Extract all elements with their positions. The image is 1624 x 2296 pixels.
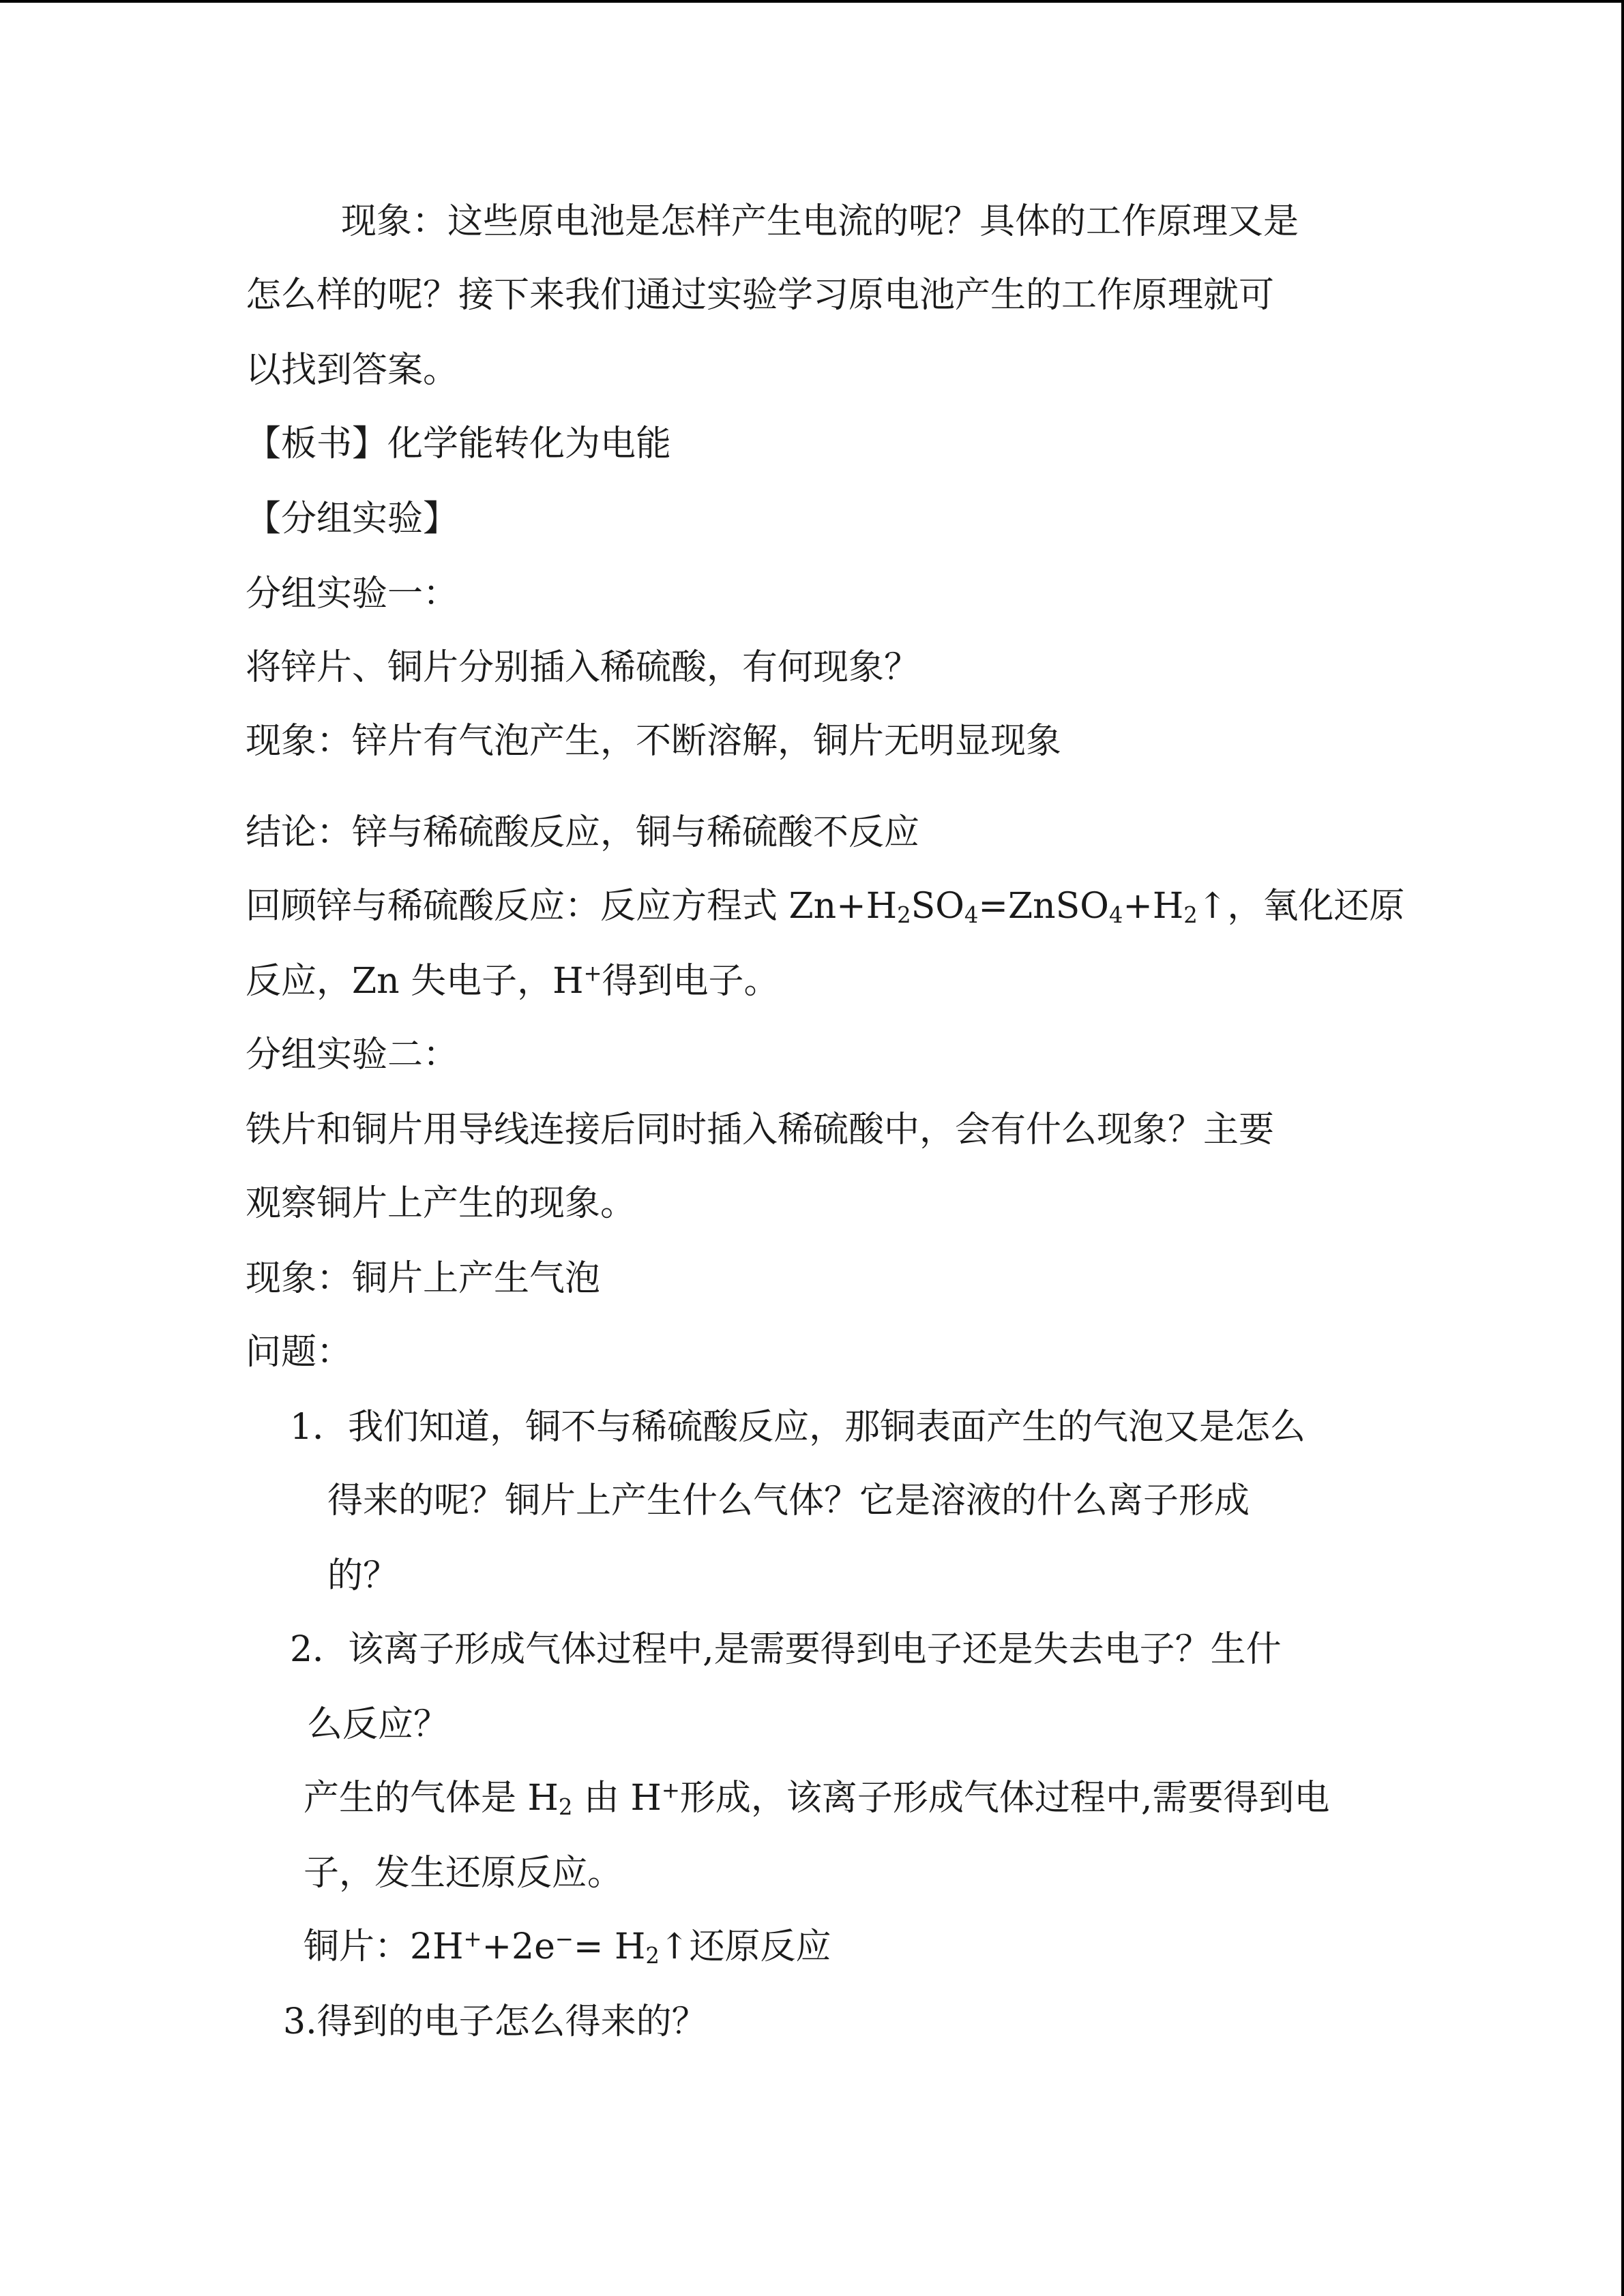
paragraph-line: 现象：这些原电池是怎样产生电流的呢？具体的工作原理又是 bbox=[341, 201, 1299, 242]
superscript: + bbox=[463, 1926, 482, 1952]
question-item-continued: 么反应？ bbox=[307, 1704, 449, 1745]
subscript: 4 bbox=[1108, 902, 1123, 929]
experiment-one-phenomenon: 现象：锌片有气泡产生，不断溶解，铜片无明显现象 bbox=[246, 721, 1062, 762]
question-item: 2．该离子形成气体过程中,是需要得到电子还是失去电子？生什 bbox=[290, 1629, 1282, 1670]
paragraph-line bbox=[246, 957, 780, 1005]
page-top-border bbox=[0, 0, 1624, 3]
subscript: 2 bbox=[645, 1943, 660, 1969]
blackboard-heading: 【板书】化学能转化为电能 bbox=[246, 423, 672, 464]
question-item-continued: 的？ bbox=[327, 1555, 399, 1596]
equation-text: ↑，氧化还原 bbox=[1197, 886, 1405, 927]
experiment-two-phenomenon: 现象：铜片上产生气泡 bbox=[246, 1258, 601, 1299]
line-text: 形成，该离子形成气体过程中,需要得到电 bbox=[679, 1778, 1330, 1819]
equation-text: =ZnSO bbox=[978, 886, 1109, 927]
paragraph-line: 以找到答案。 bbox=[246, 350, 459, 391]
equation-text: SO bbox=[911, 886, 964, 927]
line-text: 由 H bbox=[572, 1778, 662, 1819]
copper-half-reaction bbox=[304, 1923, 831, 1971]
paragraph-line: 怎么样的呢？接下来我们通过实验学习原电池产生的工作原理就可 bbox=[246, 275, 1275, 316]
superscript: + bbox=[661, 1777, 680, 1804]
question-item: 1．我们知道，铜不与稀硫酸反应，那铜表面产生的气泡又是怎么 bbox=[290, 1407, 1306, 1448]
experiment-two-title: 分组实验二： bbox=[246, 1034, 459, 1075]
subscript: 2 bbox=[558, 1794, 573, 1821]
group-experiment-heading: 【分组实验】 bbox=[246, 498, 459, 539]
superscript: − bbox=[555, 1926, 574, 1952]
reaction-equation-line bbox=[246, 882, 1404, 930]
superscript: + bbox=[583, 960, 602, 987]
subscript: 2 bbox=[1183, 902, 1198, 929]
equation-text: = H bbox=[573, 1926, 646, 1967]
questions-heading: 问题： bbox=[246, 1332, 353, 1373]
equation-text: +H bbox=[1123, 886, 1184, 927]
experiment-one-conclusion: 结论：锌与稀硫酸反应，铜与稀硫酸不反应 bbox=[246, 812, 920, 853]
subscript: 2 bbox=[897, 902, 911, 929]
experiment-one-question: 将锌片、铜片分别插入稀硫酸，有何现象？ bbox=[246, 647, 920, 688]
page-right-border bbox=[1621, 0, 1624, 2296]
equation-text: ↑还原反应 bbox=[659, 1926, 831, 1967]
answer-line bbox=[304, 1774, 1329, 1822]
subscript: 4 bbox=[964, 902, 979, 929]
paragraph-line: 观察铜片上产生的现象。 bbox=[246, 1183, 636, 1224]
line-text: 得到电子。 bbox=[602, 961, 780, 1002]
line-text: 产生的气体是 H bbox=[304, 1778, 559, 1819]
question-item: 3.得到的电子怎么得来的？ bbox=[283, 2001, 707, 2042]
equation-text: 回顾锌与稀硫酸反应：反应方程式 Zn+H bbox=[246, 886, 898, 927]
question-item-continued: 得来的呢？铜片上产生什么气体？它是溶液的什么离子形成 bbox=[327, 1480, 1250, 1521]
equation-text: +2e bbox=[482, 1926, 555, 1967]
paragraph-line: 铁片和铜片用导线连接后同时插入稀硫酸中，会有什么现象？主要 bbox=[246, 1109, 1275, 1150]
experiment-one-title: 分组实验一： bbox=[246, 573, 459, 614]
line-text: 反应，Zn 失电子，H bbox=[246, 961, 584, 1002]
equation-text: 铜片：2H bbox=[304, 1926, 464, 1967]
answer-line: 子，发生还原反应。 bbox=[304, 1853, 623, 1894]
